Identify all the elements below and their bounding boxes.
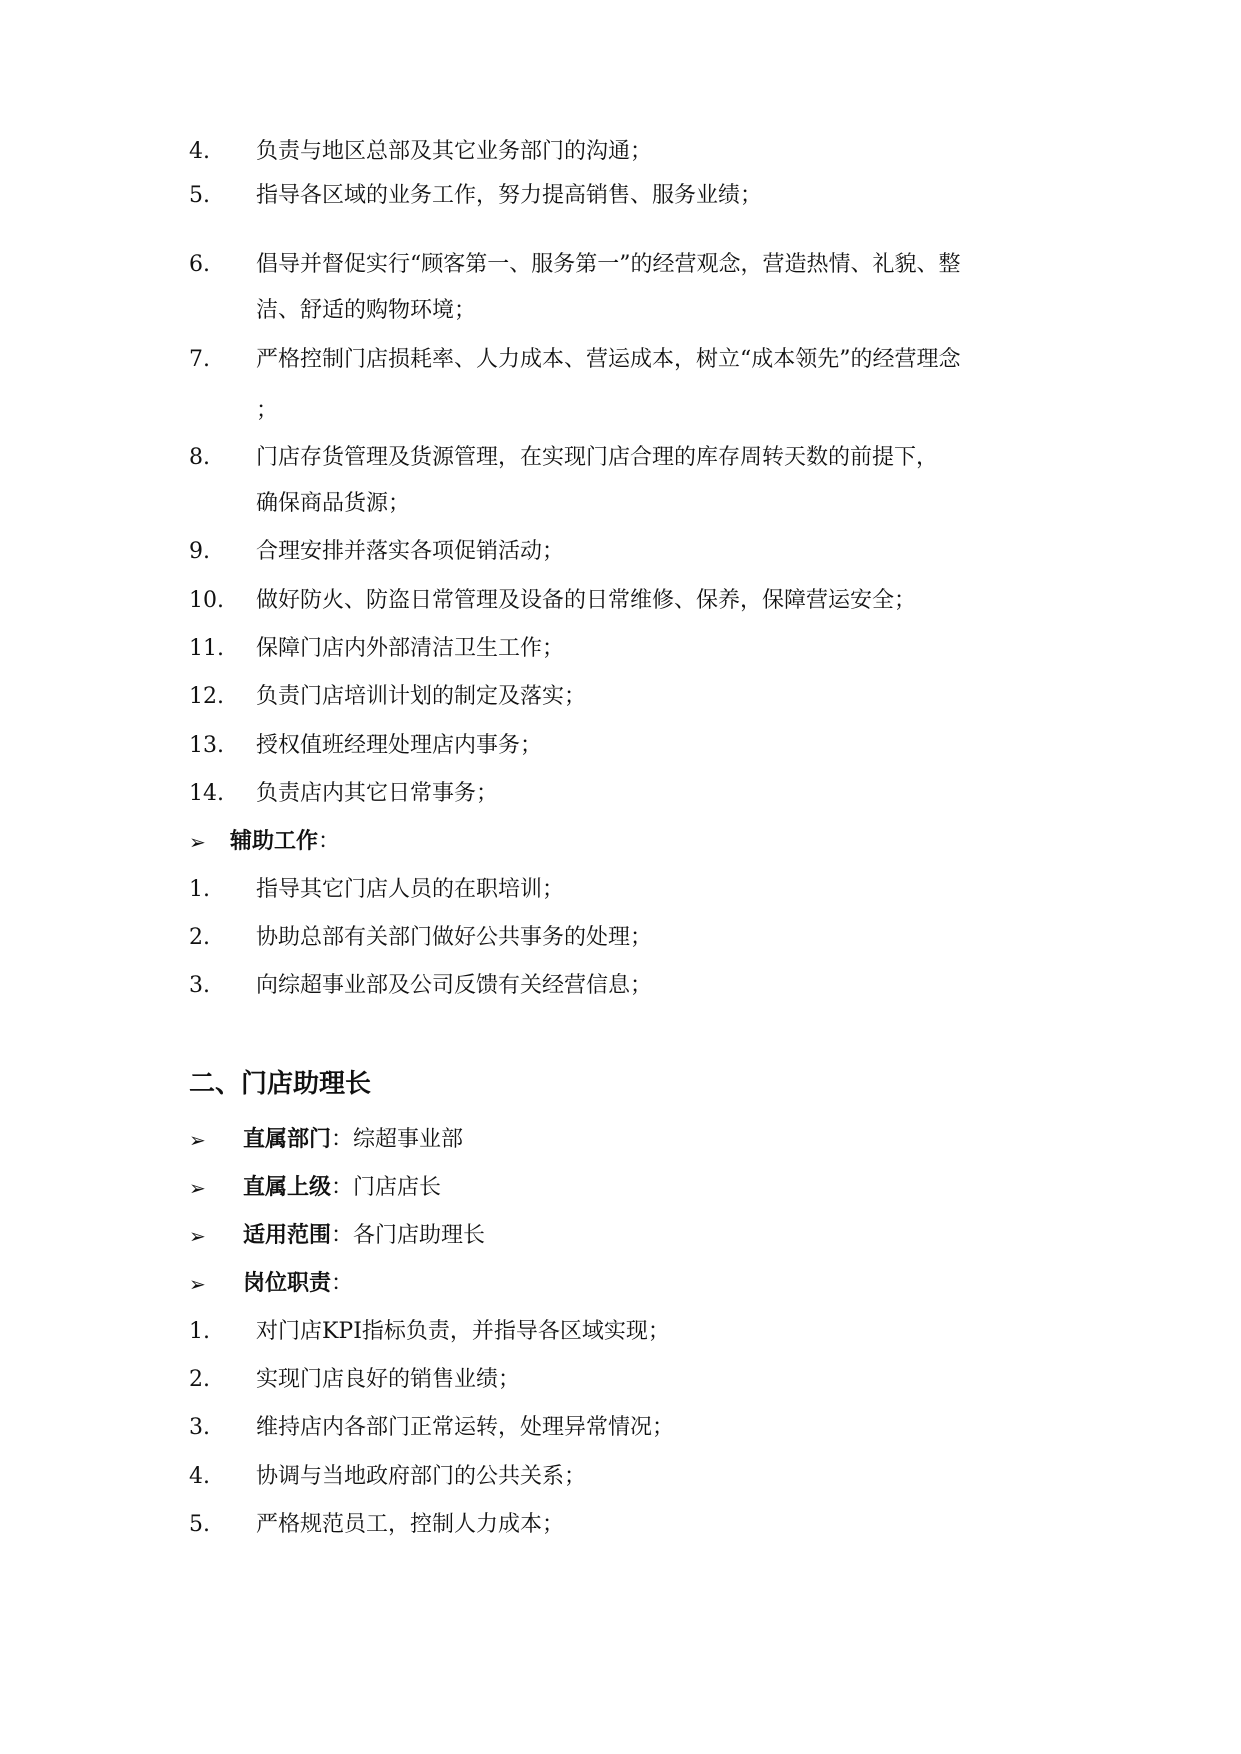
item-text: 合理安排并落实各项促销活动； <box>256 539 565 564</box>
item-number: 4. <box>189 1464 210 1489</box>
list-item <box>0 179 1241 213</box>
aux-heading-label: 辅助工作 <box>230 829 319 854</box>
item-text: 门店存货管理及货源管理，在实现门店合理的库存周转天数的前提下， <box>256 445 939 470</box>
field-value: 综超事业部 <box>353 1127 464 1152</box>
list-item <box>0 1508 1241 1542</box>
item-text: 对门店KPI指标负责，并指导各区域实现； <box>256 1319 670 1344</box>
item-text: 保障门店内外部清洁卫生工作； <box>256 636 565 661</box>
field-label: 岗位职责 <box>243 1271 332 1296</box>
item-text: 向综超事业部及公司反馈有关经营信息； <box>256 973 653 998</box>
field-colon: ： <box>331 1127 354 1152</box>
list-item <box>0 873 1241 907</box>
item-text: 协调与当地政府部门的公共关系； <box>256 1464 587 1489</box>
list-item <box>0 729 1241 763</box>
aux-heading <box>0 825 1241 859</box>
list-item-continuation <box>0 394 1241 428</box>
item-number: 5. <box>189 183 210 208</box>
item-number: 14. <box>189 781 224 806</box>
item-text-continued: 洁、舒适的购物环境； <box>256 298 477 323</box>
list-item <box>0 777 1241 811</box>
field-row <box>0 1123 1241 1157</box>
item-text: 做好防火、防盗日常管理及设备的日常维修、保养，保障营运安全； <box>256 588 917 613</box>
list-item <box>0 248 1241 282</box>
list-item-continuation <box>0 487 1241 521</box>
item-number: 7. <box>189 347 210 372</box>
list-item <box>0 1315 1241 1349</box>
list-item <box>0 969 1241 1003</box>
section-title: 二、门店助理长 <box>189 1069 372 1099</box>
list-item <box>0 1411 1241 1445</box>
item-number: 1. <box>189 1319 210 1344</box>
field-label: 适用范围 <box>243 1223 332 1248</box>
field-value: 门店店长 <box>353 1175 442 1200</box>
item-number: 8. <box>189 445 210 470</box>
item-number: 2. <box>189 1367 210 1392</box>
item-text: 严格规范员工，控制人力成本； <box>256 1512 565 1537</box>
item-text: 指导各区域的业务工作，努力提高销售、服务业绩； <box>256 183 763 208</box>
arrow-bullet-icon: ➢ <box>189 830 206 854</box>
field-colon: ： <box>331 1175 354 1200</box>
aux-heading-colon: ： <box>318 829 341 854</box>
list-item <box>0 535 1241 569</box>
list-item <box>0 441 1241 475</box>
field-colon: ： <box>331 1271 354 1296</box>
list-item <box>0 632 1241 666</box>
item-number: 12. <box>189 684 224 709</box>
item-text: 授权值班经理处理店内事务； <box>256 733 543 758</box>
item-text: 协助总部有关部门做好公共事务的处理； <box>256 925 653 950</box>
item-number: 3. <box>189 973 210 998</box>
item-text-continued: ； <box>256 398 279 423</box>
item-number: 10. <box>189 588 224 613</box>
item-text: 指导其它门店人员的在职培训； <box>256 877 565 902</box>
item-text: 负责与地区总部及其它业务部门的沟通； <box>256 139 653 164</box>
list-item-continuation <box>0 294 1241 328</box>
arrow-bullet-icon: ➢ <box>189 1272 206 1296</box>
list-item <box>0 1460 1241 1494</box>
field-row <box>0 1267 1241 1301</box>
item-text-continued: 确保商品货源； <box>256 491 411 516</box>
item-number: 3. <box>189 1415 210 1440</box>
item-number: 1. <box>189 877 210 902</box>
list-item <box>0 584 1241 618</box>
item-number: 11. <box>189 636 224 661</box>
item-text: 负责店内其它日常事务； <box>256 781 499 806</box>
item-text: 实现门店良好的销售业绩； <box>256 1367 521 1392</box>
field-row <box>0 1219 1241 1253</box>
field-colon: ： <box>331 1223 354 1248</box>
field-label: 直属部门 <box>243 1127 332 1152</box>
item-text: 负责门店培训计划的制定及落实； <box>256 684 587 709</box>
field-value: 各门店助理长 <box>353 1223 486 1248</box>
list-item <box>0 1363 1241 1397</box>
arrow-bullet-icon: ➢ <box>189 1224 206 1248</box>
item-number: 9. <box>189 539 210 564</box>
item-text: 严格控制门店损耗率、人力成本、营运成本，树立“成本领先”的经营理念 <box>256 347 961 372</box>
item-number: 6. <box>189 252 210 277</box>
item-number: 5. <box>189 1512 210 1537</box>
arrow-bullet-icon: ➢ <box>189 1176 206 1200</box>
item-number: 2. <box>189 925 210 950</box>
item-number: 4. <box>189 139 210 164</box>
list-item <box>0 680 1241 714</box>
item-number: 13. <box>189 733 224 758</box>
arrow-bullet-icon: ➢ <box>189 1128 206 1152</box>
item-text: 维持店内各部门正常运转，处理异常情况； <box>256 1415 675 1440</box>
list-item <box>0 921 1241 955</box>
list-item <box>0 343 1241 377</box>
field-row <box>0 1171 1241 1205</box>
field-label: 直属上级 <box>243 1175 332 1200</box>
list-item <box>0 135 1241 169</box>
item-text: 倡导并督促实行“顾客第一、服务第一”的经营观念，营造热情、礼貌、整 <box>256 252 961 277</box>
